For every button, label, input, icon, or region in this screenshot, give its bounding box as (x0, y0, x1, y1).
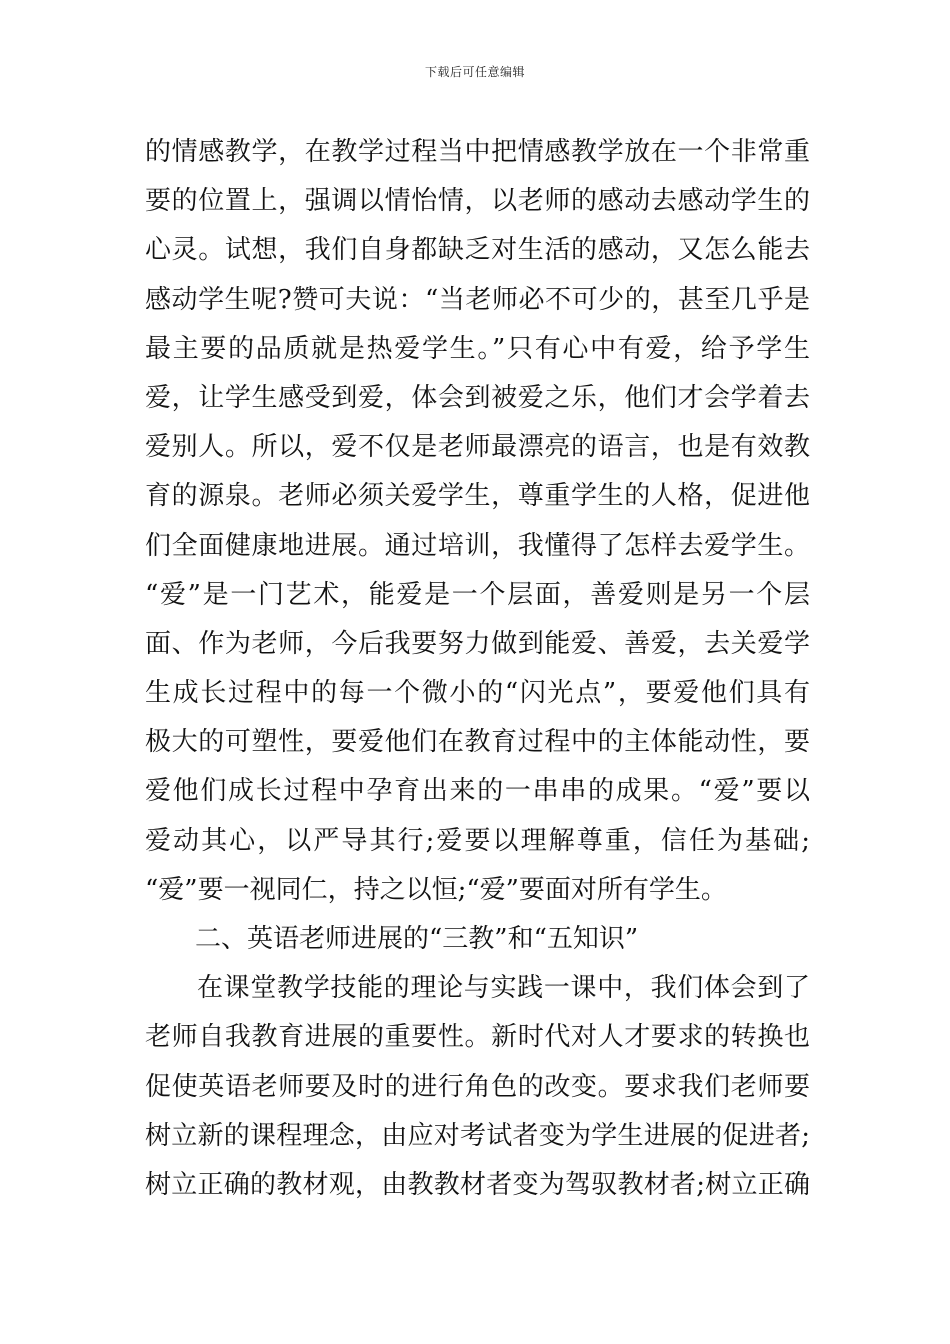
text-line: 树立新的课程理念，由应对考试者变为学生进展的促进者; (145, 1120, 810, 1151)
section-heading: 二、英语老师进展的“三教”和“五知识” (195, 924, 639, 954)
paragraph-love-in-teaching (145, 128, 810, 915)
text-line: 爱动其心，以严导其行;爱要以理解尊重，信任为基础; (145, 825, 810, 856)
text-line: 感动学生呢?赞可夫说：“当老师必不可少的，甚至几乎是 (145, 284, 810, 315)
page-header: 下载后可任意编辑 (424, 65, 525, 79)
text-line: 面、作为老师，今后我要努力做到能爱、善爱，去关爱学 (145, 628, 810, 659)
text-line: 最主要的品质就是热爱学生。”只有心中有爱，给予学生 (145, 333, 810, 364)
text-line: 心灵。试想，我们自身都缺乏对生活的感动，又怎么能去 (145, 235, 810, 266)
text-line: 爱别人。所以，爱不仅是老师最漂亮的语言，也是有效教 (145, 432, 810, 463)
text-line: 生成长过程中的每一个微小的“闪光点”，要爱他们具有 (145, 678, 810, 709)
text-line: 的情感教学，在教学过程当中把情感教学放在一个非常重 (145, 137, 810, 167)
text-line: 老师自我教育进展的重要性。新时代对人才要求的转换也 (145, 1022, 810, 1053)
text-line: 极大的可塑性，要爱他们在教育过程中的主体能动性，要 (145, 727, 810, 758)
text-line: 促使英语老师要及时的进行角色的改变。要求我们老师要 (145, 1071, 810, 1102)
text-line: 们全面健康地进展。通过培训，我懂得了怎样去爱学生。 (145, 530, 810, 561)
text-line: 爱，让学生感受到爱，体会到被爱之乐，他们才会学着去 (145, 382, 810, 413)
document-body (145, 128, 810, 1210)
text-line: 要的位置上，强调以情怡情，以老师的感动去感动学生的 (145, 186, 810, 217)
text-line: “爱”是一门艺术，能爱是一个层面，善爱则是另一个层 (145, 579, 810, 610)
paragraph-teacher-development (145, 964, 810, 1210)
text-line: 在课堂教学技能的理论与实践一课中，我们体会到了 (197, 973, 810, 1004)
text-line: 育的源泉。老师必须关爱学生，尊重学生的人格，促进他 (145, 481, 810, 512)
text-line: 树立正确的教材观，由教教材者变为驾驭教材者;树立正确 (145, 1169, 810, 1200)
text-line: 爱他们成长过程中孕育出来的一串串的成果。“爱”要以 (145, 776, 810, 807)
text-line: “爱”要一视同仁，持之以恒;“爱”要面对所有学生。 (145, 874, 727, 905)
